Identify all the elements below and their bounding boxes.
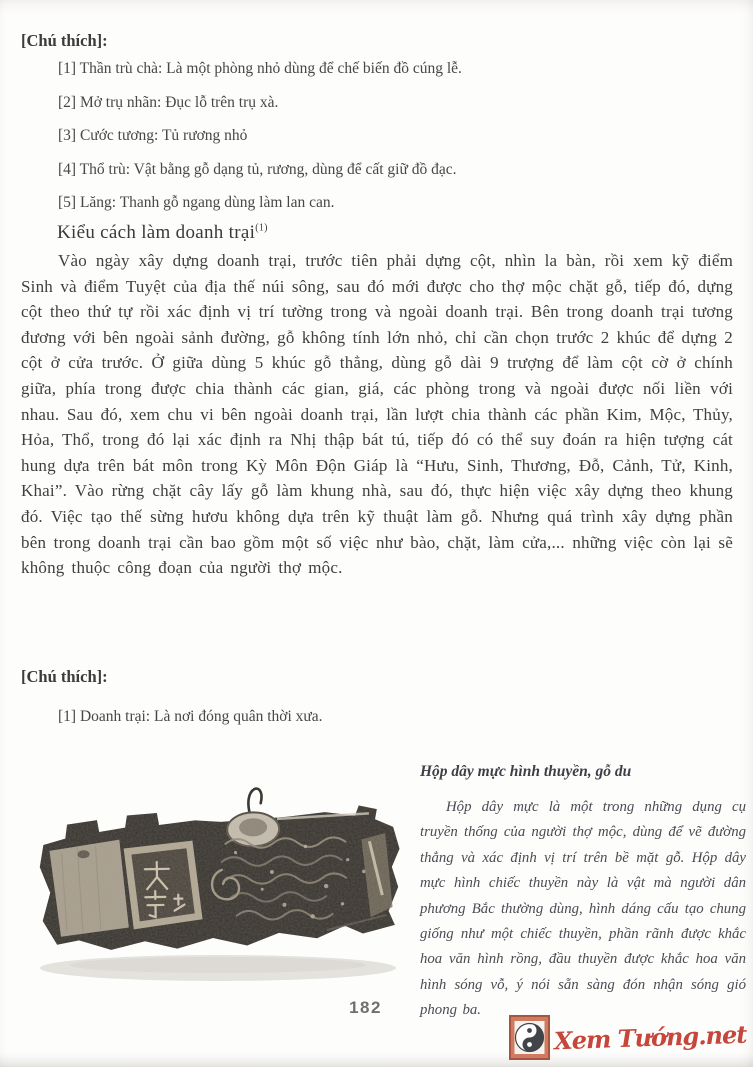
figure-caption	[420, 762, 746, 1024]
section-heading-text: Kiểu cách làm doanh trại	[57, 222, 256, 243]
ink-box-photo-drawing	[26, 778, 414, 996]
figure-caption-body: Hộp dây mực là một trong những dụng cụ truyền thống của người thợ mộc, dùng để vẽ đường thẳng và xác định vị trí trên bề mặt gỗ. Hộp dây mực hình chiếc thuyền này là vật mà người dân phương Bắc thường dùng, hình dáng cấu tạo chung giống như một chiếc thuyền, phần rãnh được khắc hoa văn hình rồng, đầu thuyền được khắc hoa văn hình sóng vỗ, ý nói sẵn sàng đón nhận sóng gió phong ba.	[420, 799, 746, 1019]
footnote-item: [1] Thần trù chà: Là một phòng nhỏ dùng để chế biến đồ cúng lễ.	[58, 60, 462, 77]
yin-yang-icon	[509, 1015, 550, 1060]
watermark	[509, 1015, 746, 1060]
section-heading	[57, 222, 268, 244]
ink-box-photo	[26, 778, 414, 996]
page-number: 182	[349, 998, 382, 1017]
watermark-text: Xem Tướng.net	[553, 1019, 747, 1056]
article-body: Vào ngày xây dựng doanh trại, trước tiên phải dựng cột, nhìn la bàn, rồi xem kỹ điểm Sinh và điểm Tuyệt của địa thế núi sông, sau đó mới được cho thợ mộc chặt gỗ, tiếp đó, dựng cột theo thứ tự rồi xác định vị trí tường trong và ngoài doanh trại. Bên trong doanh trại tương đương với bên ngoài sảnh đường, gỗ không tính lớn nhỏ, chỉ cần chọn trước 2 khúc để dựng 2 cột ở cửa trước. Ở giữa dùng 5 khúc gỗ thẳng, dùng gỗ dài 9 trượng để làm cột cờ ở chính giữa, phía trong được chia thành các gian, giá, các phòng trong và ngoài được nối liền với nhau. Sau đó, xem chu vi bên ngoài doanh trại, lần lượt chia thành các phần Kim, Mộc, Thủy, Hỏa, Thổ, trong đó lại xác định ra Nhị thập bát tú, tiếp đó có thể suy đoán ra hiện tượng cát hung dựa trên bát môn trong Kỳ Môn Độn Giáp là “Hưu, Sinh, Thương, Đỗ, Cảnh, Tử, Kinh, Khai”. Vào rừng chặt cây lấy gỗ làm khung nhà, sau đó, thực hiện việc xây dựng theo khung đó. Việc tạo thế sừng hươu không dựa trên kỹ thuật làm gỗ. Nhưng quá trình xây dựng phần bên trong doanh trại cần bao gồm một số việc như bào, chặt, làm cửa,... những việc còn lại sẽ không thuộc công đoạn của người thợ mộc.	[21, 251, 733, 578]
footnotes-top	[21, 30, 726, 220]
footnote-item: [3] Cước tương: Tủ rương nhỏ	[58, 127, 248, 144]
footnote-item: [1] Doanh trại: Là nơi đóng quân thời xưa.	[58, 708, 323, 725]
footnote-item: [4] Thổ trù: Vật bằng gỗ dạng tủ, rương, dùng để cất giữ đồ đạc.	[58, 160, 457, 178]
footnotes-header: [Chú thích]:	[21, 667, 108, 686]
figure-caption-title: Hộp dây mực hình thuyền, gỗ du	[420, 763, 632, 780]
footnote-ref: (1)	[255, 222, 268, 234]
footnotes-header: [Chú thích]:	[21, 31, 108, 50]
footnote-item: [2] Mở trụ nhãn: Đục lỗ trên trụ xà.	[58, 93, 279, 111]
footnotes-bottom	[21, 666, 726, 732]
footnote-item: [5] Lăng: Thanh gỗ ngang dùng làm lan can.	[58, 194, 335, 211]
